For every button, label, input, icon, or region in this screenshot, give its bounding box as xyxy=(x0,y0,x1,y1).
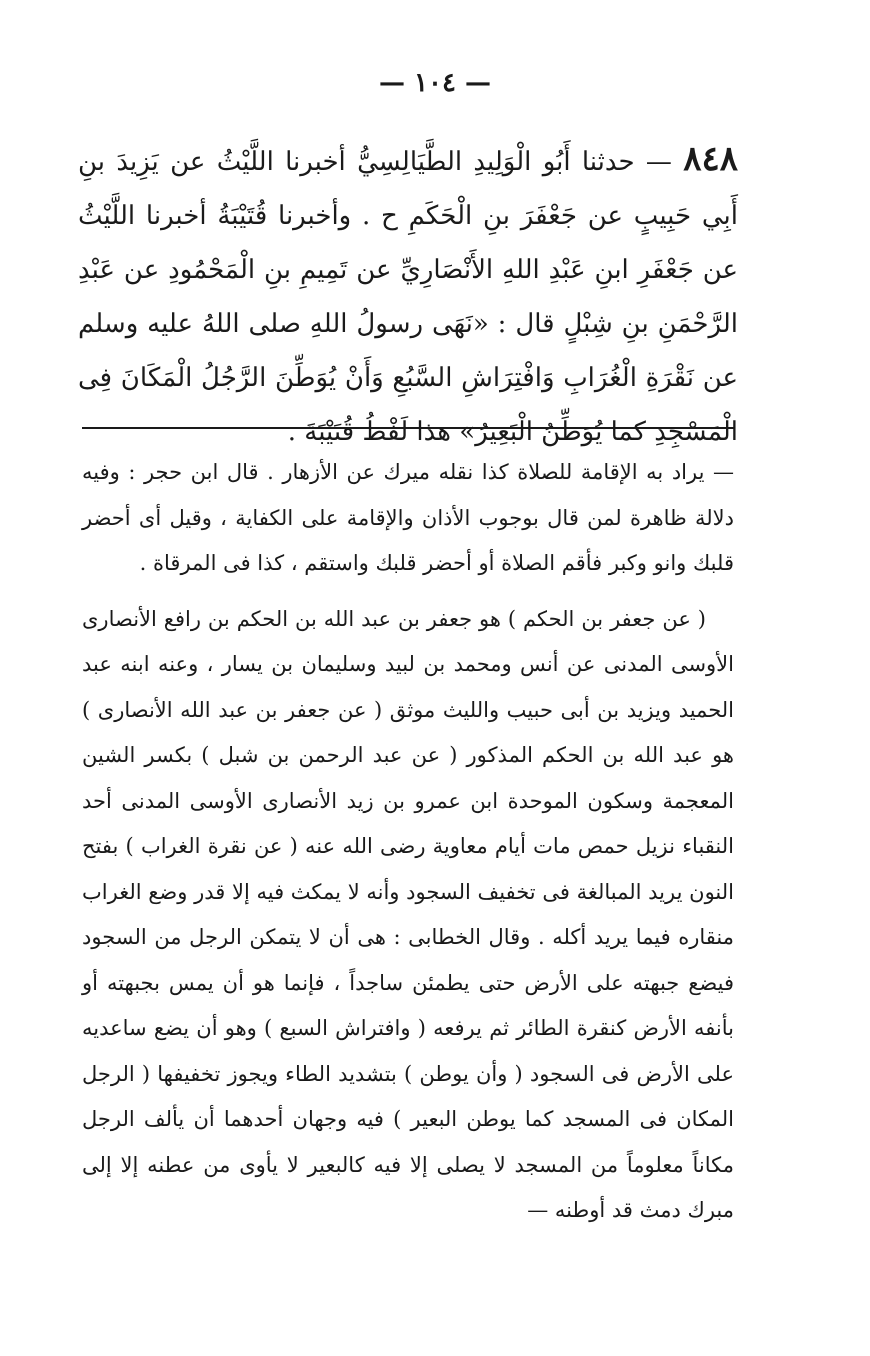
hadith-text-block xyxy=(78,132,738,459)
page-number: — ١٠٤ — xyxy=(378,68,492,98)
footnote-separator xyxy=(82,427,734,429)
commentary-block xyxy=(82,450,734,1244)
hadith-text: — حدثنا أَبُو الْوَلِيدِ الطَّيَالِسِيُّ أخبرنا اللَّيْثُ عن يَزِيدَ بنِ أَبِي حَبِيبٍ عن جَعْفَرَ بنِ الْحَكَمِ ح . وأخبرنا قُتَيْبَةُ أخبرنا اللَّيْثُ عن جَعْفَرِ ابنِ عَبْدِ اللهِ الأَنْصَارِيِّ عن تَمِيمِ بنِ الْمَحْمُودِ عن عَبْدِ الرَّحْمَنِ بنِ شِبْلٍ قال : «نَهَى رسولُ اللهِ صلى اللهُ عليه وسلم عن نَقْرَةِ الْغُرَابِ وَافْتِرَاشِ السَّبُعِ وَأَنْ يُوَطِّنَ الرَّجُلُ الْمَكَانَ فِى الْمَسْجِدِ كما يُوَطِّنُ الْبَعِيرُ» هذا لَفْظُ قُتَيْبَةَ . xyxy=(78,147,738,447)
commentary-paragraph: ( عن جعفر بن الحكم ) هو جعفر بن عبد الله بن الحكم بن رافع الأنصارى الأوسى المدنى عن أنس ومحمد بن لبيد وسليمان بن يسار ، وعنه ابنه عبد الحميد ويزيد بن أبى حبيب والليث موثق ( عن جعفر بن عبد الله الأنصارى ) هو عبد الله بن الحكم المذكور ( عن عبد الرحمن بن شبل ) بكسر الشين المعجمة وسكون الموحدة ابن عمرو بن زيد الأنصارى الأوسى المدنى أحد النقباء نزيل حمص مات أيام معاوية رضى الله عنه ( عن نقرة الغراب ) بفتح النون يريد المبالغة فى تخفيف السجود وأنه لا يمكث فيه إلا قدر وضع الغراب منقاره فيما يريد أكله . وقال الخطابى : هى أن لا يتمكن الرجل من السجود فيضع جبهته على الأرض حتى يطمئن ساجداً ، فإنما هو أن يمس بجبهته أو بأنفه الأرض كنقرة الطائر ثم يرفعه ( وافتراش السبع ) وهو أن يضع ساعديه على الأرض فى السجود ( وأن يوطن ) بتشديد الطاء ويجوز تخفيفها ( الرجل المكان فى المسجد كما يوطن البعير ) فيه وجهان أحدهما أن يألف الرجل مكاناً معلوماً من المسجد لا يصلى إلا فيه كالبعير لا يأوى من عطنه إلا إلى مبرك دمث قد أوطنه — xyxy=(82,606,734,1222)
hadith-number: ٨٤٨ xyxy=(683,139,739,179)
commentary-paragraph-continued: — يراد به الإقامة للصلاة كذا نقله ميرك عن الأزهار . قال ابن حجر : وفيه دلالة ظاهرة لمن قال بوجوب الأذان والإقامة على الكفاية ، وقيل أى أحضر قلبك وانو وكبر فأقم الصلاة أو أحضر قلبك واستقم ، كذا فى المرقاة . xyxy=(82,460,734,575)
